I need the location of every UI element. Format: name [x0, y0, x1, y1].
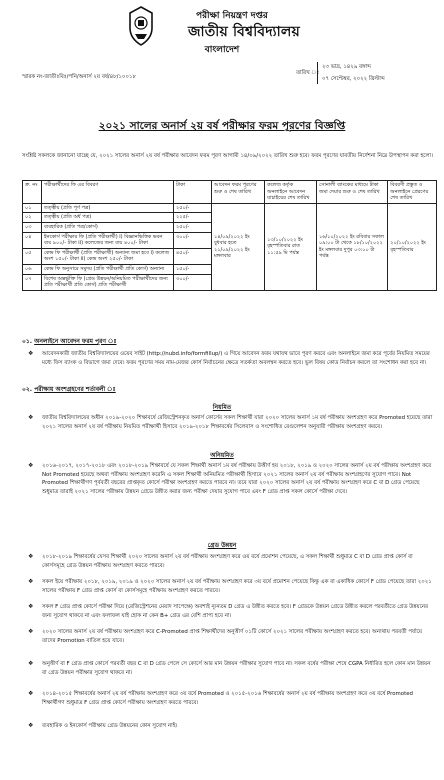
header-fee: টাকা	[174, 181, 212, 204]
section-2-number: ০২.	[22, 386, 33, 393]
row-description: বিশেষ অন্তর্ভুক্তি ফি (গ্রেড উন্নয়ন/অনিয়মিত পরীক্ষার্থীদের জন্য প্রতি পরীক্ষার্থী প্রতি কোর্স) প্রতি পরীক্ষার্থী	[42, 274, 174, 290]
improvement-bullet-5: ❖ অনুত্তীর্ণ বা F গ্রেড প্রাপ্ত কোর্সে পরবর্তী বছর C বা D গ্রেড পেলে সে কোর্সে আর মান উন্নয়ন পরীক্ষার সুযোগ পাবে না। সকল বর্ষের পরীক্ষা শেষে CGPA নির্ধারিত হলে কোন মান উন্নয়ন বা গ্রেড উন্নয়ন পরীক্ষার সুযোগ থাকবে না।	[42, 660, 434, 677]
row-description: তত্ত্বীয় (প্রতি অর্ধ পত্র)	[42, 213, 174, 223]
header-bank-deadline: সোনালী ব্যাংকের মাধ্যমে টাকা জমা দেয়ার শুরু ও শেষ তারিখ	[316, 181, 387, 204]
irregular-bullet: ❖ ২০১৬-২০১৭, ২০১৭-২০১৮ এবং ২০১৮-২০১৯ শিক্ষাবর্ষে যে সকল শিক্ষার্থী অনার্স ১ম বর্ষ পরীক্ষায় উত্তীর্ণ হয় ২০১৮, ২০১৯ ও ২০২০ সালের অনার্স ২য় বর্ষ পরীক্ষায় অংশগ্রহণ করে Not Promoted হয়েছে অথবা পরীক্ষায় অংশগ্রহণ করেনি এ সকল শিক্ষার্থী অনিয়মিত পরীক্ষার্থী হিসাবে ২০২১ সালের অনার্স ২য় বর্ষ পরীক্ষায় অংশগ্রহণের সুযোগ পাবে। Not Promoted শিক্ষার্থীগণ পূর্ববর্তী বছরের প্রাপ্তকৃত কোর্সে পরীক্ষা অংশগ্রহণ করতে পারবে না। তবে যারা ২০২০ সালের অনার্স ২য় বর্ষ পরীক্ষায় অংশগ্রহণ করে C বা D গ্রেড পেয়েছে শুধুমাত্র তারাই ২০২১ সালের পরীক্ষায় উন্নয়ন গ্রেডে উন্নীত করার জন্য পরীক্ষা দেয়ার সুযোগ পাবে এবং F গ্রেড প্রাপ্ত সকল কোর্সে পরীক্ষা দেবে।	[42, 462, 434, 496]
apply-dates-cell: ১৪/০৯/২০২২ ইং বুধবার হতে ২১/০৯/২০২২ ইং মঙ্গলবার	[212, 203, 265, 290]
header-submit-deadline: বিবরণী প্রস্তুত ও অনলাইনে প্রেরণের শেষ তারিখ	[388, 181, 437, 204]
section-1-bullet: ❖ আবেদনকারী জাতীয় বিশ্ববিদ্যালয়ের ওয়েব সাইট (http://nubd.info/formfillup/) এ গিয়ে আবেদন ফরম যথাযথ ভাবে পূরণ করবে এবং অনলাইনে জমা করে পূর্বের নিয়মিত সময়ের মধ্যে ফিস ব্যাংক ও বিভাগে জমা দেবে। ফরম পূরণের সময় নাম-মেজর কোর্স নির্বাচনের ক্ষেত্রে সতর্কতা অবলম্বন করতে হবে। ভুল বিষয় কোড নির্বাচন করলে তা সংশোধন করা হবে না।	[42, 350, 434, 367]
table-row	[23, 203, 437, 213]
improvement-bullet-7: ❖ ব্যবহারিক ও ইনকোর্স পরীক্ষায় গ্রেড উন্নয়নের কোন সুযোগ নাই।	[42, 722, 434, 731]
office-name: পরীক্ষা নিয়ন্ত্রণ দপ্তর	[196, 11, 268, 21]
bank-deadline-cell: ১৬/১০/২০২২ ইং রবিবার সকাল ০৯:০০ টা থেকে ১৮/১০/২০২২ ইং মঙ্গলবার দুপুর ০৩:০০ টা পর্যন্ত	[316, 203, 387, 290]
row-serial: ০৩	[23, 222, 42, 232]
date-gregorian: ০৭ সেপ্টেম্বর, ২০২২ খ্রিস্টাব্দ	[322, 76, 385, 82]
section-1-number: ০১.	[22, 338, 33, 345]
memo-reference: স্মারক নং-জাতীঃবিঃ/পনি/অনার্স ২য় বর্ষ/৪৮/১০০১৮	[22, 74, 136, 80]
row-description: ইনকোর্স পরীক্ষার ফি (প্রতি পরীক্ষার্থী) i) বিজ্ঞানভিত্তিক ভবন ব্যয় ৯০০/- টাকা ii) কলেজের জন্য ব্যয় ৪০০/- টাকা	[42, 232, 174, 248]
row-description: তত্ত্বীয় (প্রতি পূর্ণ পত্র)	[42, 203, 174, 213]
row-serial: ০৭	[23, 274, 42, 290]
row-description: ব্যবহারিক (প্রতি পত্র/কোর্স)	[42, 222, 174, 232]
header-apply-dates: আবেদন ফরম পূরণের শুরু ও শেষ তারিখ	[212, 181, 265, 204]
notice-title: ২০২১ সালের অনার্স ২য় বর্ষ পরীক্ষার ফরম পূরণের বিজ্ঞপ্তি	[98, 120, 346, 132]
university-name: জাতীয় বিশ্ববিদ্যালয়	[188, 24, 300, 40]
improvement-bullet-2: ❖ সকল ইয়ে পরীক্ষায় ২০১৮, ২০১৯, ২০১৯ ও ২০২০ সালের অনার্স ২য় বর্ষ পরীক্ষায় অংশগ্রহণ করে ৩য় বর্ষে প্রমোশন পেয়েছে কিন্তু এক বা একাধিক কোর্সে F গ্রেড পেয়েছে তারা ২০২১ সালের পরীক্ষায় F গ্রেড প্রাপ্ত কোর্স বা কোর্সসমূহে পরীক্ষায় অংশগ্রহণ করতে পারবে।	[42, 578, 434, 595]
header-verify-deadline: কলেজ কর্তৃক অনলাইনে আবেদন যাচাইয়ের শেষ তারিখ	[265, 181, 317, 204]
row-fee: ৪৫০/-	[174, 248, 212, 264]
row-fee: ১৫০/-	[174, 264, 212, 274]
row-serial: ০৬	[23, 264, 42, 274]
row-fee: ২২৫/-	[174, 213, 212, 223]
improvement-heading: গ্রেড উন্নয়ন	[207, 542, 237, 549]
row-serial: ০২	[23, 213, 42, 223]
row-description: কেন্দ্র ফি পরীক্ষার্থী (প্রতি পরীক্ষার্থী) অন্যান্য জমা হবে i) কলেজ অংশ ১৫০/- টাকা ii) কেন্দ্র অংশ ২৫০/- টাকা	[42, 248, 174, 264]
section-1-heading	[22, 336, 117, 347]
intro-paragraph: সংশ্লিষ্ট সকলকে জানানো যাচ্ছে যে, ২০২১ সালের অনার্স ২য় বর্ষ পরীক্ষার আবেদন ফরম পূরণ আগামী ১৪/০৯/২০২২ তারিখ শুরু হবে। ফরম পূরণের যাবতীয় নির্দেশনা নিম্নে উপস্থাপন করা হলো।	[22, 153, 433, 159]
row-fee: ২৫০/-	[174, 222, 212, 232]
submit-deadline-cell: ২০/১০/২০২২ ইং বৃহস্পতিবার	[388, 203, 437, 290]
header-serial: ক্র. নং	[23, 181, 42, 204]
date-label: তারিখ ঃ	[296, 70, 320, 76]
row-serial: ০১	[23, 203, 42, 213]
row-serial: ০৪	[23, 232, 42, 248]
date-bangla: ২৩ ভাদ্র, ১৪২৯ বঙ্গাব্দ	[322, 64, 371, 70]
row-fee: ৩০০/-	[174, 232, 212, 248]
row-fee: ২৫০/-	[174, 203, 212, 213]
verify-deadline-cell: ১৩/১০/২০২২ ইং বৃহস্পতিবার রাত ১১:৫৯ মি পর্যন্ত	[265, 203, 317, 290]
date-brace	[317, 62, 319, 84]
university-crest-logo	[128, 6, 154, 46]
improvement-bullet-6: ❖ ২০১৪-২০১৫ শিক্ষাবর্ষের অনার্স ২য় বর্ষ পরীক্ষায় অংশগ্রহণ করে ৩য় বর্ষে Promoted ও ২০১৫-২০১৬ শিক্ষাবর্ষের অনার্স ২য় বর্ষ পরীক্ষায় অংশগ্রহণ করে ৩য় বর্ষে Promoted শিক্ষার্থীগণ শুধুমাত্র F গ্রেড প্রাপ্ত কোর্সে পরীক্ষায় অংশগ্রহণ করতে পারবে।	[42, 690, 434, 707]
table-header-row	[23, 181, 437, 204]
row-fee: ৩০০/-	[174, 274, 212, 290]
header-description: পরীক্ষার্থীদের ফি এর বিবরণ	[42, 181, 174, 204]
section-2-title: পরীক্ষায় অংশগ্রহণের শর্তাবলী ঃ	[34, 386, 116, 393]
regular-heading: নিয়মিত	[212, 404, 232, 411]
row-serial: ০৫	[23, 248, 42, 264]
section-1-title: অনলাইনে আবেদন ফরম পূরণ ঃ	[34, 338, 117, 345]
section-2-heading	[22, 384, 116, 395]
regular-bullet: ❖ জাতীয় বিশ্ববিদ্যালয়ের অধীন ২০১৯-২০২০ শিক্ষাবর্ষে রেজিস্ট্রেশনকৃত অনার্স কোর্সের সকল শিক্ষার্থী যারা ২০২০ সালের অনার্স ১ম বর্ষ পরীক্ষায় অংশগ্রহণ করে Promoted হয়েছে তারা ২০২১ সালের অনার্স ২য় বর্ষ পরীক্ষায় নিয়মিত পরীক্ষার্থী হিসাবে ২০১৯-২০১৮ শিক্ষাবর্ষের সিলেবাস ও সংশোধিত রেগুলেশন অনুযায়ী পরীক্ষায় অংশগ্রহণ করবে।	[42, 414, 434, 431]
row-description: কেন্দ্র ফি অনুসারে সমুদয় (প্রতি পরীক্ষার্থী প্রতি কোর্স) অন্যান্য	[42, 264, 174, 274]
irregular-heading: অনিয়মিত	[210, 452, 234, 459]
improvement-bullet-4: ❖ ২০২০ সালের অনার্স ২য় বর্ষ পরীক্ষায় অংশগ্রহণ করে C-Promoted প্রাপ্ত শিক্ষার্থীদের অনুত্তীর্ণ ০১টি কোর্সে ২০২১ সালের পরীক্ষায় অংশগ্রহণ করতে হবে। অন্যথায় পরবর্তী পর্যায়ে তাদের Promotion বাতিল হয়ে যাবে।	[42, 628, 434, 645]
improvement-bullet-1: ❖ ২০১৮-২০১৯ শিক্ষাবর্ষের যেসব শিক্ষার্থী ২০২০ সালের অনার্স ২য় বর্ষ পরীক্ষায় অংশগ্রহণ করে ওয় বর্ষে প্রমোশন পেয়েছে, এ সকল শিক্ষার্থী শুধুমাত্র C বা D গ্রেড প্রাপ্ত কোর্স বা কোর্সসমূহে গ্রেড উন্নয়ন পরীক্ষায় অংশগ্রহণ করতে পারবে।	[42, 553, 434, 570]
fee-schedule-table	[22, 180, 437, 291]
improvement-bullet-3: ❖ সকল F গ্রেড প্রাপ্ত কোর্সে পরীক্ষা দিয়ে (রেজিস্ট্রেশনের মেয়াদ সাপেক্ষে) অবশ্যই ন্যূনতম D গ্রেড এ উন্নীত করতে হবে। F গ্রেডকে উন্নয়ন গ্রেডে উন্নীত করলে পরবর্তীতে গ্রেড উন্নয়নের জন্য সুযোগ থাকবে না এবং ফলাফল যাই হোক না কেন B+ গ্রেড এর বেশি প্রাপ্য হবে না।	[42, 603, 434, 620]
country-name: বাংলাদেশ	[204, 45, 240, 55]
